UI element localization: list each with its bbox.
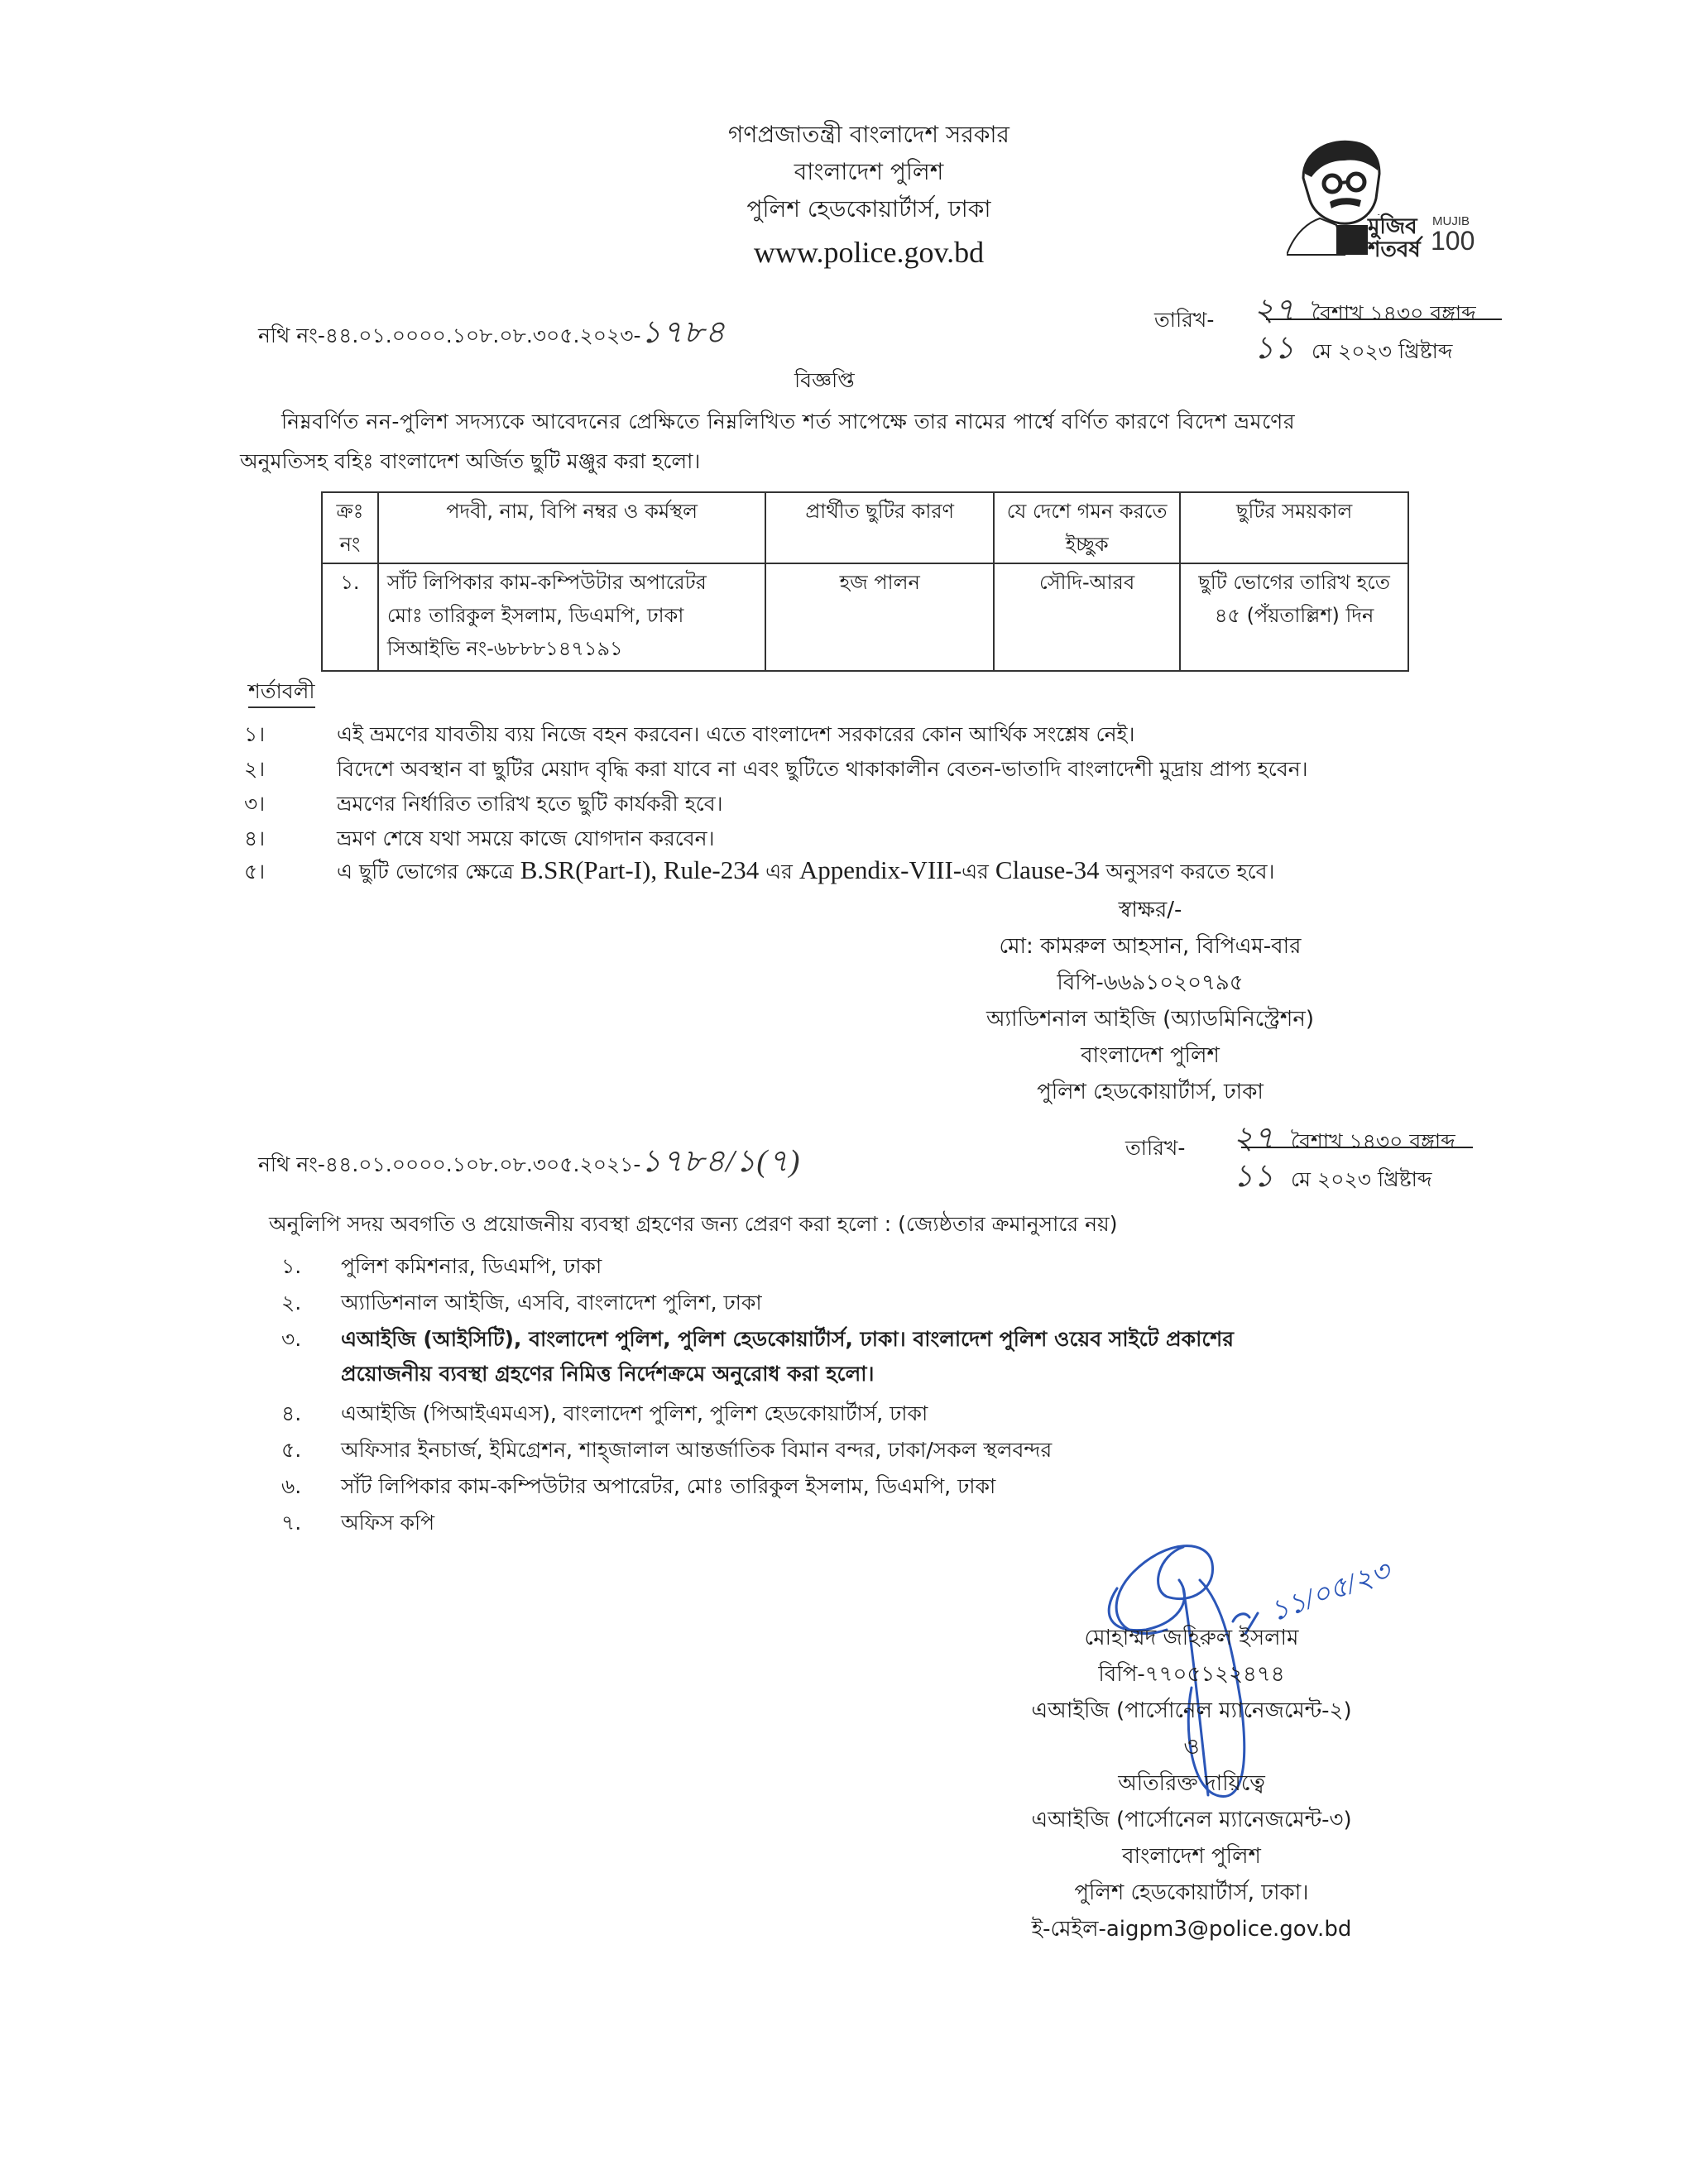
cc-number: ১. xyxy=(281,1254,302,1278)
memo-date-2 xyxy=(1092,1114,1473,1192)
signatory-office: পুলিশ হেডকোয়ার্টার্স, ঢাকা। xyxy=(1074,1880,1309,1905)
cc-text: সাঁট লিপিকার কাম-কম্পিউটার অপারেটর, মোঃ তারিকুল ইসলাম, ডিএমপি, ঢাকা xyxy=(341,1474,996,1498)
conditions-title: শর্তাবলী xyxy=(248,677,315,708)
logo-100-text: 100 xyxy=(1431,226,1475,256)
condition-number: ৩। xyxy=(244,792,266,816)
greg-day-handwritten: ১১ xyxy=(1233,1159,1274,1194)
govt-name: গণপ্রজাতন্ত্রী বাংলাদেশ সরকার xyxy=(728,121,1009,148)
bangla-day-handwritten: ২৭ xyxy=(1233,1121,1274,1156)
condition-item xyxy=(244,855,1274,891)
signatory-designation-1: এআইজি (পার্সোনেল ম্যানেজমেন্ট-২) xyxy=(1031,1698,1352,1723)
cc-text: অফিস কপি xyxy=(341,1511,435,1535)
additional-charge: অতিরিক্ত দায়িত্বে xyxy=(1118,1771,1265,1796)
signature-date: ১১/০৫/২৩ xyxy=(1266,1555,1395,1628)
bangla-date: বৈশাখ ১৪৩০ বঙ্গাব্দ xyxy=(1312,301,1476,325)
memo-number-handwritten: ১৭৮৪/১(৭) xyxy=(640,1144,801,1179)
bangla-date: বৈশাখ ১৪৩০ বঙ্গাব্দ xyxy=(1291,1129,1455,1153)
condition-item xyxy=(244,718,1135,754)
cc-text: অফিসার ইনচার্জ, ইমিগ্রেশন, শাহ্জালাল আন্তর্জাতিক বিমান বন্দর, ঢাকা/সকল স্থলবন্দর xyxy=(341,1438,1053,1462)
letterhead xyxy=(579,116,1158,277)
condition-number: ৪। xyxy=(244,826,266,850)
cell-designation xyxy=(378,563,765,671)
date-divider xyxy=(1266,318,1502,320)
cc-text: পুলিশ কমিশনার, ডিএমপি, ঢাকা xyxy=(341,1254,602,1278)
cc-item xyxy=(281,1434,1052,1466)
employee-name: মোঃ তারিকুল ইসলাম, ডিএমপি, ঢাকা xyxy=(386,604,684,627)
cc-item xyxy=(281,1507,434,1539)
condition-text: ভ্রমণ শেষে যথা সময়ে কাজে যোগদান করবেন। xyxy=(337,826,715,850)
cc-item-continued: প্রয়োজনীয় ব্যবস্থা গ্রহণের নিমিত্ত নির্দেশক্রমে অনুরোধ করা হলো। xyxy=(341,1362,875,1386)
cc-text: এআইজি (পিআইএমএস), বাংলাদেশ পুলিশ, পুলিশ হেডকোয়ার্টার্স, ঢাকা xyxy=(341,1401,928,1425)
signatory-designation: অ্যাডিশনাল আইজি (অ্যাডমিনিস্ট্রেশন) xyxy=(986,1007,1314,1032)
condition-number: ৫। xyxy=(244,860,266,884)
condition-text: এর xyxy=(765,860,793,884)
cc-item xyxy=(281,1251,602,1282)
office-name: পুলিশ হেডকোয়ার্টার্স, ঢাকা xyxy=(746,195,991,223)
cc-item xyxy=(281,1398,928,1430)
cell-reason: হজ পালন xyxy=(765,563,994,671)
signatory-email[interactable]: ই-মেইল-aigpm3@police.gov.bd xyxy=(1031,1917,1352,1942)
signatory-designation-2: এআইজি (পার্সোনেল ম্যানেজমেন্ট-৩) xyxy=(1031,1808,1352,1832)
condition-item xyxy=(244,788,723,823)
condition-text: অনুসরণ করতে হবে। xyxy=(1105,860,1275,884)
greg-day-handwritten: ১১ xyxy=(1254,331,1295,366)
condition-text: ভ্রমণের নির্ধারিত তারিখ হতে ছুটি কার্যকরী হবে। xyxy=(337,792,723,816)
cc-item xyxy=(281,1287,762,1319)
signatory-org: বাংলাদেশ পুলিশ xyxy=(1122,1844,1261,1869)
cc-number: ৬. xyxy=(281,1474,302,1498)
signatory-name: মো: কামরুল আহসান, বিপিএম-বার xyxy=(999,934,1302,959)
intro-line-2: অনুমতিসহ বহিঃ বাংলাদেশ অর্জিত ছুটি মঞ্জুর করা হলো। xyxy=(240,449,701,473)
duration-line-2: ৪৫ (পঁয়তাল্লিশ) দিন xyxy=(1214,604,1374,627)
signatory-bp: বিপি-৭৭০৫১২২৪৭৪ xyxy=(1098,1662,1285,1687)
condition-text: এই ভ্রমণের যাবতীয় ব্যয় নিজে বহন করবেন। এতে বাংলাদেশ সরকারের কোন আর্থিক সংশ্লেষ নেই। xyxy=(337,722,1135,746)
cc-number: ৫. xyxy=(281,1438,302,1462)
cc-item xyxy=(281,1324,1234,1355)
cell-serial: ১. xyxy=(322,563,378,671)
cc-item xyxy=(281,1471,995,1502)
memo-number xyxy=(258,308,726,361)
condition-number: ১। xyxy=(244,722,266,746)
date-label: তারিখ- xyxy=(1154,308,1215,332)
cc-number: ৪. xyxy=(281,1401,302,1425)
header-duration: ছুটির সময়কাল xyxy=(1180,492,1408,563)
mujib-100-logo xyxy=(1287,132,1477,262)
table-header-row xyxy=(322,492,1408,563)
employee-id: সিআইভি নং-৬৮৮৮১৪৭১৯১ xyxy=(386,637,623,660)
cc-text: এআইজি (আইসিটি), বাংলাদেশ পুলিশ, পুলিশ হেডকোয়ার্টার্স, ঢাকা। বাংলাদেশ পুলিশ ওয়েব সাইটে প্রকাশের xyxy=(341,1327,1234,1351)
cc-intro: অনুলিপি সদয় অবগতি ও প্রয়োজনীয় ব্যবস্থা গ্রহণের জন্য প্রেরণ করা হলো : (জ্যেষ্ঠতার ক্রমানুসারে নয়) xyxy=(269,1212,1118,1236)
signature-block-1 xyxy=(935,892,1365,1110)
condition-text: এ ছুটি ভোগের ক্ষেত্রে xyxy=(337,860,514,884)
notice-title: বিজ্ঞপ্তি xyxy=(794,368,855,392)
condition-item xyxy=(244,822,715,858)
signature-block-2 xyxy=(976,1620,1407,1947)
signed-mark: স্বাক্ষর/- xyxy=(1118,898,1182,922)
cc-text: অ্যাডিশনাল আইজি, এসবি, বাংলাদেশ পুলিশ, ঢাকা xyxy=(341,1291,762,1315)
table-row xyxy=(322,563,1408,671)
cell-country: সৌদি-আরব xyxy=(994,563,1180,671)
header-reason: প্রার্থীত ছুটির কারণ xyxy=(765,492,994,563)
greg-date: মে ২০২৩ খ্রিষ্টাব্দ xyxy=(1291,1167,1432,1191)
cell-duration xyxy=(1180,563,1408,671)
leave-table xyxy=(321,491,1409,672)
condition-number: ২। xyxy=(244,757,266,781)
duration-line-1: ছুটি ভোগের তারিখ হতে xyxy=(1198,571,1390,594)
cc-number: ৩. xyxy=(281,1327,302,1351)
cc-number: ২. xyxy=(281,1291,302,1315)
condition-item xyxy=(244,753,1308,788)
header-designation: পদবী, নাম, বিপি নম্বর ও কর্মস্থল xyxy=(378,492,765,563)
memo-number-2 xyxy=(258,1137,800,1190)
header-country: যে দেশে গমন করতে ইচ্ছুক xyxy=(994,492,1180,563)
condition-text: এর xyxy=(961,860,989,884)
memo-number-prefix: নথি নং-৪৪.০১.০০০০.১০৮.০৮.৩০৫.২০২৩- xyxy=(258,323,641,347)
signatory-name: মোহাম্মদ জহিরুল ইসলাম xyxy=(1084,1626,1299,1650)
date-label: তারিখ- xyxy=(1125,1136,1186,1160)
signatory-org: বাংলাদেশ পুলিশ xyxy=(1081,1043,1220,1068)
appendix-reference: Appendix-VIII- xyxy=(798,855,962,884)
intro-line-1: নিম্নবর্ণিত নন-পুলিশ সদস্যকে আবেদনের প্রেক্ষিতে নিম্নলিখিত শর্ত সাপেক্ষে তার নামের পার্শ্বে বর্ণিত কারণে বিদেশ ভ্রমণের xyxy=(281,410,1296,433)
clause-reference: Clause-34 xyxy=(995,855,1100,884)
condition-text: বিদেশে অবস্থান বা ছুটির মেয়াদ বৃদ্ধি করা যাবে না এবং ছুটিতে থাকাকালীন বেতন-ভাতাদি বাংলাদেশী মুদ্রায় প্রাপ্য হবেন। xyxy=(337,757,1308,781)
signatory-office: পুলিশ হেডকোয়ার্টার্স, ঢাকা xyxy=(1037,1080,1264,1104)
org-name: বাংলাদেশ পুলিশ xyxy=(794,158,944,185)
memo-date xyxy=(1154,285,1502,364)
rule-reference: B.SR(Part-I), Rule-234 xyxy=(520,855,760,884)
logo-bengali-text: মুজিব শতবর্ষ xyxy=(1368,215,1477,261)
conjunction: ও xyxy=(1183,1735,1200,1760)
memo-number-handwritten: ১৭৮৪ xyxy=(640,315,727,350)
date-divider xyxy=(1241,1147,1473,1148)
cc-number: ৭. xyxy=(281,1511,302,1535)
signatory-bp: বিপি-৬৬৯১০২০৭৯৫ xyxy=(1057,970,1244,995)
memo-number-prefix: নথি নং-৪৪.০১.০০০০.১০৮.০৮.৩০৫.২০২১- xyxy=(258,1152,641,1176)
employee-designation: সাঁট লিপিকার কাম-কম্পিউটার অপারেটর xyxy=(386,571,707,594)
header-serial: ক্রঃ নং xyxy=(322,492,378,563)
logo-mujib-text: MUJIB xyxy=(1432,214,1470,228)
bangla-day-handwritten: ২৭ xyxy=(1254,293,1295,328)
website-link[interactable]: www.police.gov.bd xyxy=(753,236,985,269)
greg-date: মে ২০২৩ খ্রিষ্টাব্দ xyxy=(1312,339,1453,363)
